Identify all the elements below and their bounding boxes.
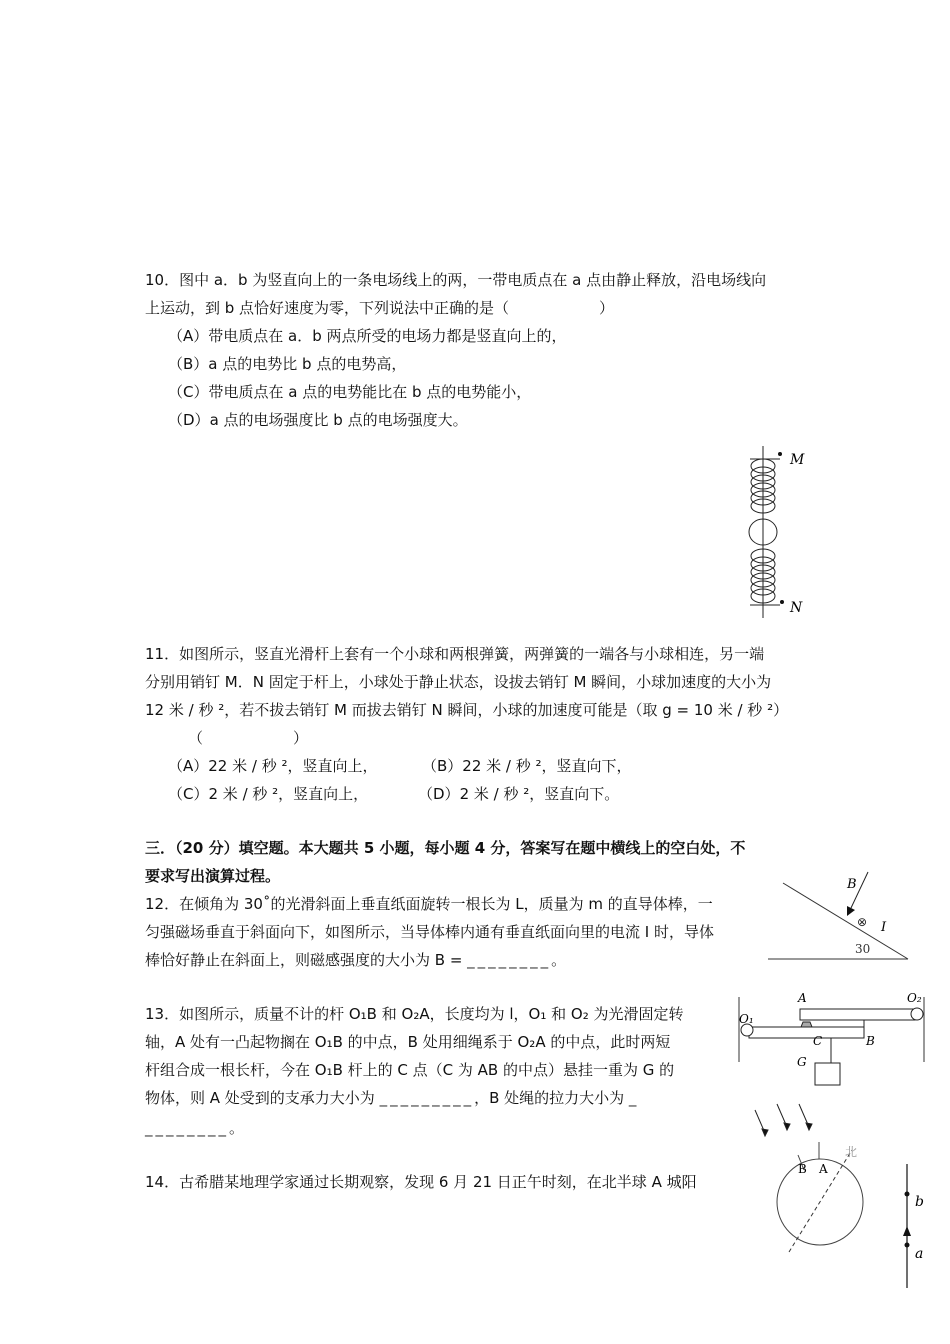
q10-line-2: 上运动，到 b 点恰好速度为零，下列说法中正确的是（ ）	[145, 299, 615, 317]
section-3-heading-line-2: 要求写出演算过程。	[145, 867, 281, 885]
q12-line-3: 棒恰好静止在斜面上，则磁感强度的大小为 B = ________。	[145, 951, 567, 969]
q11-answer-paren: （ ）	[188, 729, 309, 747]
q13-line-4: 物体，则 A 处受到的支承力大小为 _________，B 处绳的拉力大小为 _	[145, 1089, 640, 1107]
q10-option-c: （C）带电质点在 a 点的电势能比在 b 点的电势能小，	[168, 383, 532, 401]
label-city-b: B	[798, 1162, 807, 1176]
spring-figure	[740, 442, 820, 622]
field-line-figure	[895, 1160, 935, 1290]
q12-line-2: 匀强磁场垂直于斜面向下，如图所示，当导体棒内通有垂直纸面向里的电流 I 时，导体	[145, 923, 714, 941]
q13-answer-blank-1[interactable]: _________	[379, 1089, 475, 1107]
label-o1: O₁	[739, 1012, 754, 1026]
section-3-heading-line-1: 三．（20 分）填空题。本大题共 5 小题，每小题 4 分，答案写在题中横线上的空白处，不	[145, 839, 746, 857]
label-n: N	[790, 600, 803, 616]
q12-line-1: 12．在倾角为 30˚的光滑斜面上垂直纸面旋转一根长为 L，质量为 m 的直导体棒，一	[145, 895, 713, 913]
q13-line-5: ________。	[145, 1119, 245, 1137]
upward-arrow-icon	[903, 1226, 911, 1236]
incline-figure	[765, 868, 910, 963]
q11-option-c: （C）2 米 / 秒 ²，竖直向上，	[168, 785, 369, 803]
label-m: M	[790, 452, 805, 468]
q13-number: 13．	[145, 1005, 180, 1023]
label-c: C	[813, 1034, 823, 1048]
q14-line-1: 14．古希腊某地理学家通过长期观察，发现 6 月 21 日正午时刻，在北半球 A 城阳	[145, 1173, 697, 1191]
label-b: B	[866, 1034, 875, 1048]
q14-number: 14．	[145, 1173, 180, 1191]
q10-line-1: 10．图中 a．b 为竖直向上的一条电场线上的两，一带电质点在 a 点由静止释放，沿电场线向	[145, 271, 767, 289]
q11-number: 11．	[145, 645, 180, 663]
label-north: 北	[845, 1145, 858, 1159]
label-o2: O₂	[907, 991, 922, 1005]
label-b-field: B	[847, 877, 857, 892]
q13-answer-blank-2[interactable]: ________	[145, 1119, 229, 1137]
angle-label: 30	[855, 942, 871, 956]
q10-option-d: （D）a 点的电场强度比 b 点的电场强度大。	[168, 411, 468, 429]
q11-option-d: （D）2 米 / 秒 ²，竖直向下。	[418, 785, 620, 803]
q11-line-3: 12 米 / 秒 ²，若不拔去销钉 M 而拔去销钉 N 瞬间，小球的加速度可能是（取 g = 10 米 / 秒 ²）	[145, 701, 789, 719]
label-point-a: a	[915, 1246, 924, 1262]
q10-option-a: （A）带电质点在 a．b 两点所受的电场力都是竖直向上的，	[168, 327, 567, 345]
q11-option-b: （B）22 米 / 秒 ²，竖直向下，	[422, 757, 632, 775]
q12-number: 12．	[145, 895, 180, 913]
q11-line-2: 分别用销钉 M．N 固定于杆上，小球处于静止状态，设拔去销钉 M 瞬间，小球加速度的大小为	[145, 673, 772, 691]
q13-line-2: 轴，A 处有一凸起物搁在 O₁B 的中点，B 处用细绳系于 O₂A 的中点，此时两短	[145, 1033, 671, 1051]
current-into-page-icon: ⊗	[857, 915, 868, 929]
rods-figure	[735, 987, 930, 1087]
q11-line-1: 11．如图所示，竖直光滑杆上套有一个小球和两根弹簧，两弹簧的一端各与小球相连，另一端	[145, 645, 765, 663]
globe-figure	[750, 1100, 870, 1260]
label-g: G	[797, 1055, 807, 1069]
label-point-b: b	[915, 1194, 924, 1210]
q10-number: 10．	[145, 271, 180, 289]
q12-answer-blank[interactable]: ________	[467, 951, 552, 969]
q13-answer-blank-2-start[interactable]: _	[628, 1089, 640, 1107]
label-city-a: A	[819, 1162, 828, 1176]
q13-line-1: 13．如图所示，质量不计的杆 O₁B 和 O₂A，长度均为 l，O₁ 和 O₂ 为光滑固定转	[145, 1005, 684, 1023]
label-a: A	[798, 991, 807, 1005]
q11-option-a: （A）22 米 / 秒 ²，竖直向上，	[168, 757, 378, 775]
q13-line-3: 杆组合成一根长杆，今在 O₁B 杆上的 C 点（C 为 AB 的中点）悬挂一重为 G 的	[145, 1061, 675, 1079]
label-current: I	[881, 920, 887, 935]
q10-option-b: （B）a 点的电势比 b 点的电势高，	[168, 355, 407, 373]
